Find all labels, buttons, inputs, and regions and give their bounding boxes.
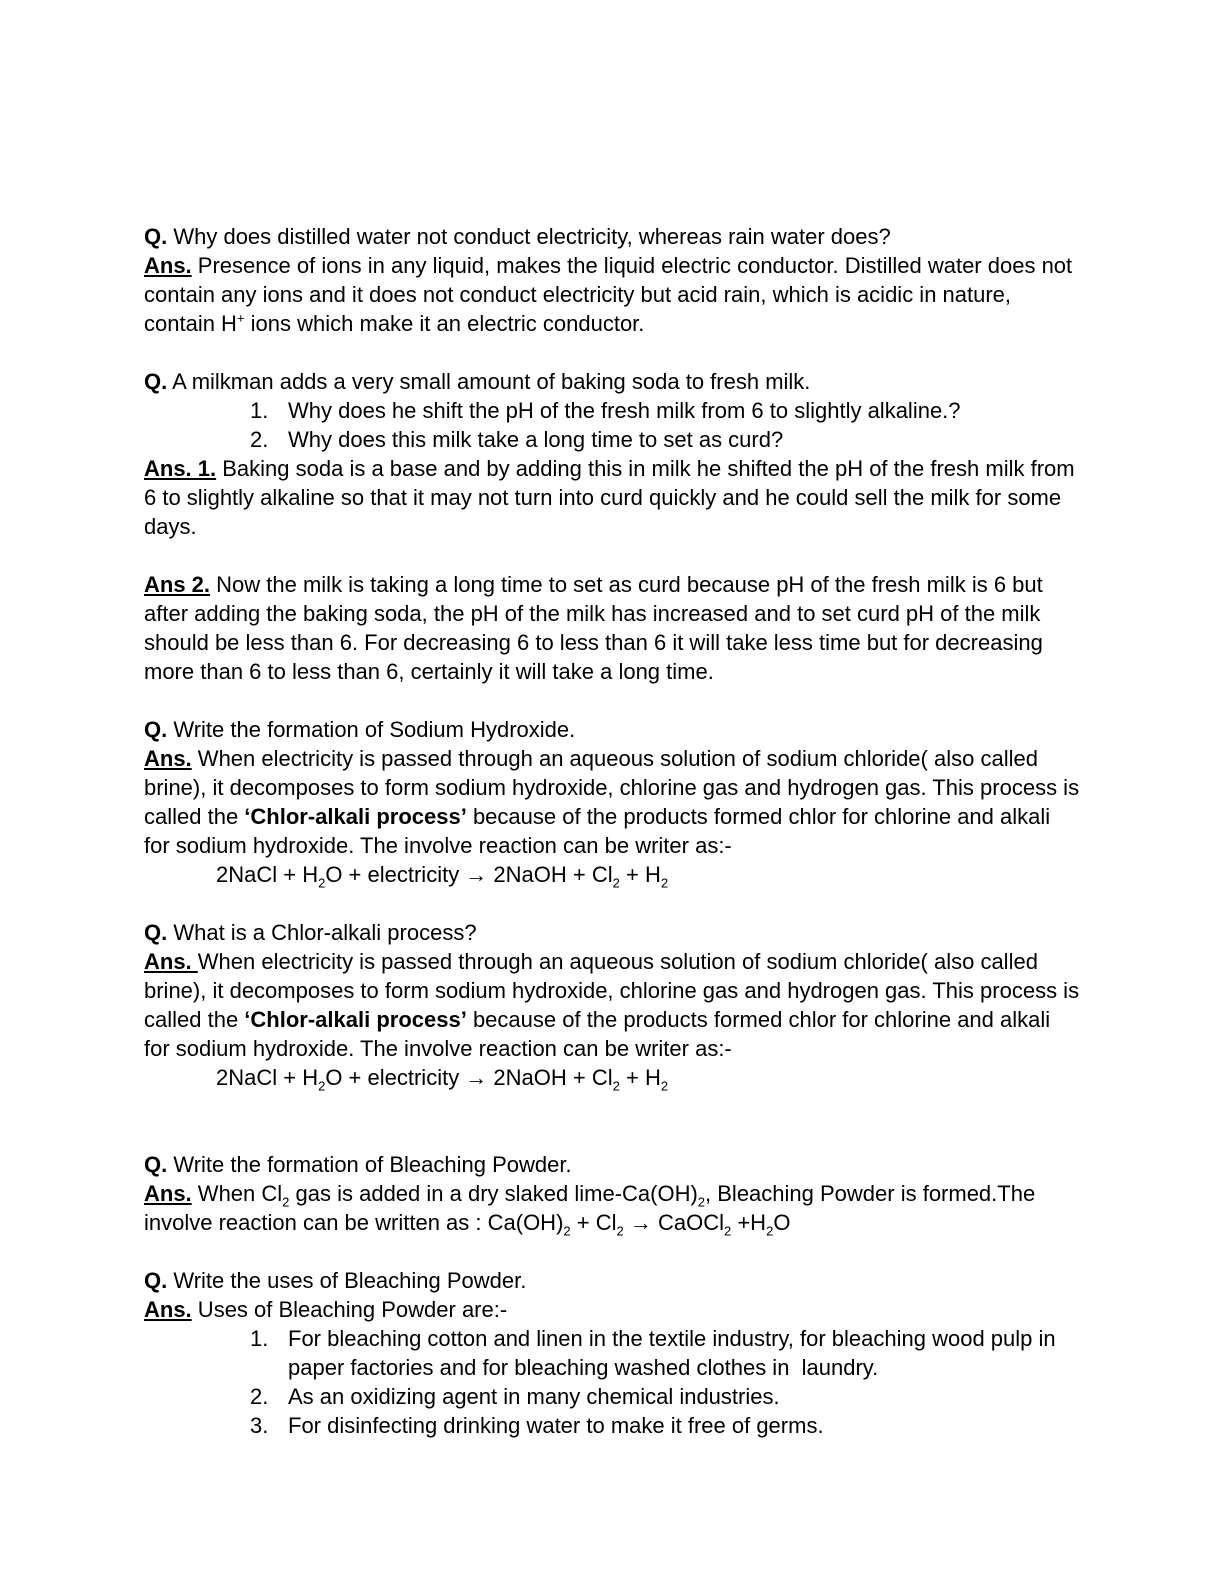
subscript: 2: [616, 1223, 624, 1239]
list-number: 1.: [250, 398, 269, 423]
text-run: Why does he shift the pH of the fresh milk from 6 to slightly alkaline.?: [288, 398, 961, 423]
text-run: , Bleaching Powder is formed.The involve reaction can be written as : Ca(OH): [144, 1181, 1042, 1235]
list-number: 2.: [250, 427, 269, 452]
question-milkman: [144, 367, 1080, 396]
text-run: Presence of ions in any liquid, makes the liquid electric conductor. Distilled water does not contain any ions and it does not conduct electricity but acid rain, which is acidic in nature, contain H: [144, 253, 1079, 336]
text-run: + H: [619, 862, 661, 887]
formula-chlor-alkali: [144, 860, 1080, 889]
list-item: [144, 1382, 1080, 1411]
list-item: [144, 425, 1080, 454]
text-run: What is a Chlor-alkali process?: [167, 920, 477, 945]
bold-text: ‘Chlor-alkali process’: [244, 804, 467, 829]
subscript: 2: [318, 875, 326, 891]
answer-label: Ans.: [144, 949, 198, 974]
text-run: Uses of Bleaching Powder are:-: [191, 1297, 508, 1322]
text-run: Why does distilled water not conduct electricity, whereas rain water does?: [167, 224, 891, 249]
answer-label: Ans.: [144, 1297, 192, 1322]
subscript: 2: [563, 1223, 571, 1239]
subscript: 2: [697, 1194, 706, 1210]
answer-distilled-water: [144, 251, 1080, 338]
blank-line: [144, 889, 1080, 918]
subscript: 2: [318, 1078, 326, 1094]
answer-label: Ans.: [144, 1181, 192, 1206]
blank-line: [144, 1092, 1080, 1150]
text-run: 2NaCl + H: [216, 1065, 319, 1090]
answer-bleaching-powder-uses: [144, 1295, 1080, 1324]
bold-text: Q.: [144, 920, 168, 945]
question-bleaching-powder-uses: [144, 1266, 1080, 1295]
answer-label: Ans.: [144, 746, 192, 771]
bold-text: Q.: [144, 1268, 168, 1293]
bleaching-powder-uses-list: [144, 1324, 1080, 1440]
answer-milkman-1: [144, 454, 1080, 541]
answer-milkman-2: [144, 570, 1080, 686]
text-run: + H: [619, 1065, 661, 1090]
text-run: + Cl: [570, 1210, 617, 1235]
text-run: When Cl: [191, 1181, 283, 1206]
text-run: because of the products formed chlor for chlorine and alkali for sodium hydroxide. The involve reaction can be writer as:-: [144, 1007, 1057, 1061]
answer-bleaching-powder-formation: [144, 1179, 1080, 1237]
subscript: 2: [766, 1223, 774, 1239]
blank-line: [144, 1237, 1080, 1266]
bold-text: Q.: [144, 224, 168, 249]
formula-chlor-alkali-2: [144, 1063, 1080, 1092]
list-item: [144, 396, 1080, 425]
answer-label: Ans. 1.: [144, 456, 217, 481]
list-number: 3.: [250, 1413, 269, 1438]
bold-text: Q.: [144, 1152, 168, 1177]
text-run: 2NaCl + H: [216, 862, 319, 887]
answer-label: Ans 2.: [144, 572, 211, 597]
list-number: 2.: [250, 1384, 269, 1409]
subscript: 2: [612, 875, 620, 891]
text-run: Baking soda is a base and by adding this in milk he shifted the pH of the fresh milk from 6 to slightly alkaline so that it may not turn into curd quickly and he could sell the milk for some days.: [144, 456, 1081, 539]
answer-chlor-alkali: [144, 947, 1086, 1063]
bold-text: Q.: [144, 717, 168, 742]
text-run: +H: [731, 1210, 767, 1235]
list-item: [144, 1324, 1080, 1382]
text-run: Write the uses of Bleaching Powder.: [167, 1268, 527, 1293]
text-run: O + electricity → 2NaOH + Cl: [325, 1065, 613, 1090]
text-run: Now the milk is taking a long time to set as curd because pH of the fresh milk is 6 but after adding the baking soda, the pH of the milk has increased and to set curd pH of the milk should be less than 6. For decreasing 6 to less than 6 it will take less time but for decreasing more than 6 to less than 6, certainly it will take a long time.: [144, 572, 1049, 684]
document-blocks: [144, 222, 1086, 1440]
question-sodium-hydroxide: [144, 715, 1080, 744]
subscript: 2: [282, 1194, 290, 1210]
blank-line: [144, 541, 1080, 570]
milkman-sub-questions: [144, 396, 1080, 454]
text-run: O + electricity → 2NaOH + Cl: [325, 862, 613, 887]
text-run: gas is added in a dry slaked lime-Ca(OH): [289, 1181, 698, 1206]
text-run: For bleaching cotton and linen in the textile industry, for bleaching wood pulp in paper factories and for bleaching washed clothes in laundry.: [288, 1326, 1062, 1380]
answer-label: Ans.: [144, 253, 192, 278]
text-run: When electricity is passed through an aqueous solution of sodium chloride( also called brine), it decomposes to form sodium hydroxide, chlorine gas and hydrogen gas. This process is called the: [144, 746, 1086, 829]
text-run: ions which make it an electric conductor.: [244, 311, 645, 336]
question-bleaching-powder-formation: [144, 1150, 1080, 1179]
text-run: A milkman adds a very small amount of baking soda to fresh milk.: [167, 369, 811, 394]
subscript: 2: [660, 875, 669, 891]
text-run: Why does this milk take a long time to set as curd?: [288, 427, 784, 452]
text-run: For disinfecting drinking water to make it free of germs.: [288, 1413, 824, 1438]
question-distilled-water: [144, 222, 1080, 251]
subscript: 2: [723, 1223, 732, 1239]
answer-sodium-hydroxide: [144, 744, 1086, 860]
text-run: Write the formation of Sodium Hydroxide.: [167, 717, 576, 742]
text-run: As an oxidizing agent in many chemical industries.: [288, 1384, 780, 1409]
bold-text: ‘Chlor-alkali process’: [244, 1007, 467, 1032]
text-run: → CaOCl: [623, 1210, 724, 1235]
text-run: Write the formation of Bleaching Powder.: [167, 1152, 572, 1177]
bold-text: Q.: [144, 369, 168, 394]
superscript: +: [236, 310, 245, 326]
text-run: because of the products formed chlor for chlorine and alkali for sodium hydroxide. The involve reaction can be writer as:-: [144, 804, 1057, 858]
list-number: 1.: [250, 1326, 269, 1351]
blank-line: [144, 686, 1080, 715]
subscript: 2: [660, 1078, 669, 1094]
list-item: [144, 1411, 1080, 1440]
text-run: O: [773, 1210, 791, 1235]
blank-line: [144, 338, 1080, 367]
question-chlor-alkali: [144, 918, 1080, 947]
text-run: When electricity is passed through an aqueous solution of sodium chloride( also called brine), it decomposes to form sodium hydroxide, chlorine gas and hydrogen gas. This process is called the: [144, 949, 1086, 1032]
subscript: 2: [612, 1078, 620, 1094]
